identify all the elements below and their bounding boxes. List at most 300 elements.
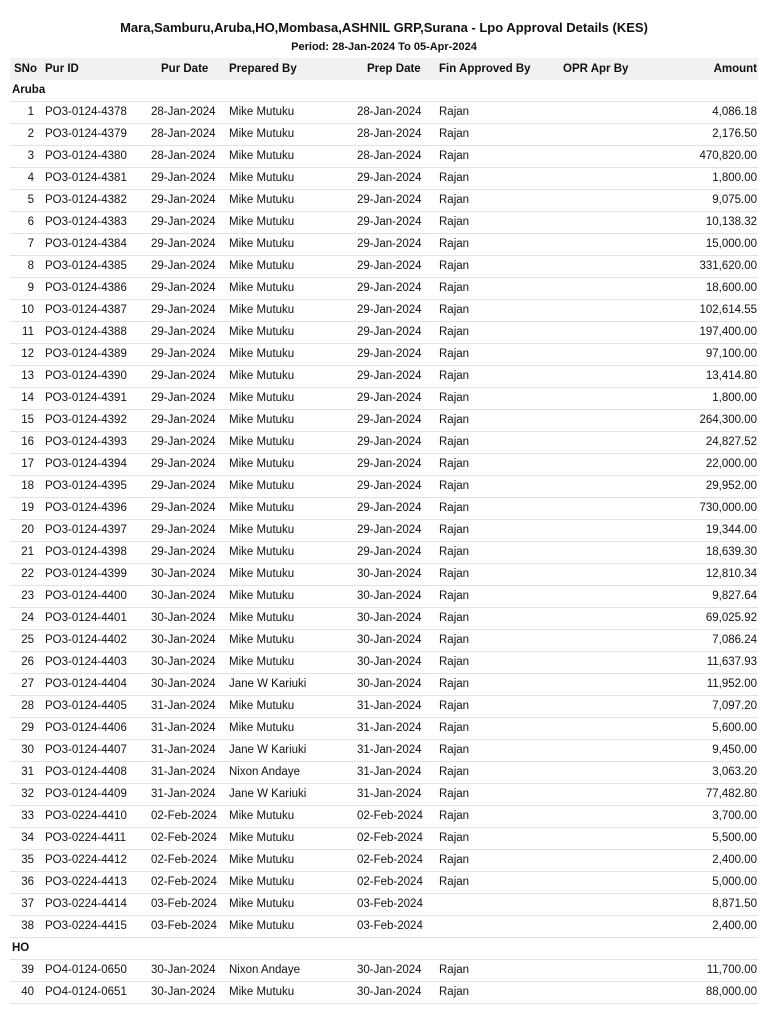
cell-sno: 3 <box>27 150 34 162</box>
table-row <box>10 190 758 212</box>
cell-amount: 331,620.00 <box>699 260 757 272</box>
cell-prep-date: 03-Feb-2024 <box>357 920 423 932</box>
cell-pur-id: PO3-0124-4400 <box>45 590 127 602</box>
cell-pur-date: 29-Jan-2024 <box>151 436 216 448</box>
cell-prepared-by: Mike Mutuku <box>229 458 295 470</box>
header-pur-date: Pur Date <box>161 63 209 75</box>
cell-pur-id: PO3-0124-4395 <box>45 480 127 492</box>
cell-opr-apr-by <box>549 410 650 431</box>
cell-prep-date: 02-Feb-2024 <box>357 832 423 844</box>
cell-prepared-by: Nixon Andaye <box>229 964 300 976</box>
cell-amount: 9,827.64 <box>712 590 757 602</box>
cell-pur-date: 30-Jan-2024 <box>151 568 216 580</box>
table-row <box>10 916 758 938</box>
cell-pur-date: 31-Jan-2024 <box>151 722 216 734</box>
cell-amount: 264,300.00 <box>699 414 757 426</box>
cell-fin-approved-by: Rajan <box>439 568 470 580</box>
cell-pur-date: 29-Jan-2024 <box>151 414 216 426</box>
cell-pur-date: 29-Jan-2024 <box>151 546 216 558</box>
cell-amount: 470,820.00 <box>699 150 757 162</box>
cell-pur-date: 30-Jan-2024 <box>151 986 216 998</box>
cell-opr-apr-by <box>549 586 650 607</box>
cell-amount: 12,810.34 <box>705 568 757 580</box>
cell-pur-date: 31-Jan-2024 <box>151 788 216 800</box>
cell-sno: 24 <box>21 612 34 624</box>
cell-sno: 5 <box>27 194 34 206</box>
cell-pur-id: PO3-0224-4415 <box>45 920 127 932</box>
cell-pur-id: PO3-0124-4401 <box>45 612 127 624</box>
cell-opr-apr-by <box>549 234 650 255</box>
table-row <box>10 696 758 718</box>
cell-pur-id: PO3-0224-4410 <box>45 810 127 822</box>
cell-pur-id: PO3-0124-4378 <box>45 106 127 118</box>
cell-prepared-by: Mike Mutuku <box>229 150 295 162</box>
cell-opr-apr-by <box>549 454 650 475</box>
cell-amount: 18,600.00 <box>705 282 757 294</box>
cell-amount: 3,063.20 <box>712 766 757 778</box>
cell-sno: 38 <box>21 920 34 932</box>
cell-opr-apr-by <box>549 388 650 409</box>
cell-pur-id: PO3-0124-4382 <box>45 194 127 206</box>
cell-sno: 14 <box>21 392 34 404</box>
cell-fin-approved-by: Rajan <box>439 964 470 976</box>
cell-amount: 9,075.00 <box>712 194 757 206</box>
cell-fin-approved-by: Rajan <box>439 634 470 646</box>
cell-pur-date: 29-Jan-2024 <box>151 216 216 228</box>
cell-sno: 13 <box>21 370 34 382</box>
cell-amount: 7,086.24 <box>712 634 757 646</box>
cell-prepared-by: Mike Mutuku <box>229 216 295 228</box>
cell-amount: 8,871.50 <box>712 898 757 910</box>
cell-pur-date: 02-Feb-2024 <box>151 876 217 888</box>
cell-opr-apr-by <box>549 850 650 871</box>
cell-prep-date: 30-Jan-2024 <box>357 678 422 690</box>
cell-fin-approved-by: Rajan <box>439 766 470 778</box>
cell-fin-approved-by: Rajan <box>439 788 470 800</box>
cell-prepared-by: Mike Mutuku <box>229 612 295 624</box>
cell-sno: 31 <box>21 766 34 778</box>
cell-prepared-by: Mike Mutuku <box>229 656 295 668</box>
cell-fin-approved-by: Rajan <box>439 282 470 294</box>
cell-pur-id: PO3-0124-4408 <box>45 766 127 778</box>
cell-pur-date: 29-Jan-2024 <box>151 260 216 272</box>
cell-sno: 34 <box>21 832 34 844</box>
cell-opr-apr-by <box>549 168 650 189</box>
group-header: HO <box>10 938 758 960</box>
cell-pur-id: PO3-0224-4412 <box>45 854 127 866</box>
table-row <box>10 256 758 278</box>
cell-sno: 7 <box>27 238 34 250</box>
cell-pur-date: 28-Jan-2024 <box>151 150 216 162</box>
cell-fin-approved-by: Rajan <box>439 986 470 998</box>
cell-opr-apr-by <box>549 916 650 937</box>
cell-pur-id: PO4-0124-0650 <box>45 964 127 976</box>
cell-prepared-by: Mike Mutuku <box>229 502 295 514</box>
cell-sno: 39 <box>21 964 34 976</box>
cell-sno: 32 <box>21 788 34 800</box>
cell-opr-apr-by <box>549 718 650 739</box>
cell-opr-apr-by <box>549 344 650 365</box>
cell-sno: 19 <box>21 502 34 514</box>
cell-sno: 16 <box>21 436 34 448</box>
cell-prepared-by: Mike Mutuku <box>229 106 295 118</box>
cell-opr-apr-by <box>549 278 650 299</box>
cell-pur-date: 31-Jan-2024 <box>151 766 216 778</box>
cell-prep-date: 29-Jan-2024 <box>357 414 422 426</box>
cell-fin-approved-by: Rajan <box>439 590 470 602</box>
cell-sno: 20 <box>21 524 34 536</box>
cell-prep-date: 29-Jan-2024 <box>357 282 422 294</box>
cell-fin-approved-by: Rajan <box>439 128 470 140</box>
cell-pur-id: PO3-0124-4392 <box>45 414 127 426</box>
cell-amount: 11,637.93 <box>706 656 757 668</box>
cell-prep-date: 29-Jan-2024 <box>357 370 422 382</box>
table-row <box>10 410 758 432</box>
cell-fin-approved-by: Rajan <box>439 480 470 492</box>
cell-pur-date: 29-Jan-2024 <box>151 304 216 316</box>
cell-prepared-by: Mike Mutuku <box>229 920 295 932</box>
cell-pur-id: PO3-0124-4397 <box>45 524 127 536</box>
cell-prep-date: 31-Jan-2024 <box>357 700 422 712</box>
cell-pur-id: PO3-0124-4390 <box>45 370 127 382</box>
cell-prep-date: 29-Jan-2024 <box>357 304 422 316</box>
cell-pur-date: 02-Feb-2024 <box>151 854 217 866</box>
table-row <box>10 388 758 410</box>
cell-prepared-by: Mike Mutuku <box>229 546 295 558</box>
cell-sno: 17 <box>21 458 34 470</box>
cell-amount: 102,614.55 <box>699 304 757 316</box>
cell-prepared-by: Mike Mutuku <box>229 304 295 316</box>
cell-fin-approved-by: Rajan <box>439 722 470 734</box>
cell-prepared-by: Mike Mutuku <box>229 172 295 184</box>
cell-opr-apr-by <box>549 872 650 893</box>
cell-pur-date: 29-Jan-2024 <box>151 348 216 360</box>
cell-amount: 77,482.80 <box>705 788 757 800</box>
cell-opr-apr-by <box>549 960 650 981</box>
cell-prep-date: 02-Feb-2024 <box>357 876 423 888</box>
cell-pur-date: 03-Feb-2024 <box>151 898 217 910</box>
cell-amount: 19,344.00 <box>705 524 757 536</box>
table-row <box>10 652 758 674</box>
cell-pur-id: PO3-0124-4402 <box>45 634 127 646</box>
table-row <box>10 542 758 564</box>
cell-opr-apr-by <box>549 212 650 233</box>
cell-pur-date: 29-Jan-2024 <box>151 392 216 404</box>
cell-pur-id: PO3-0124-4403 <box>45 656 127 668</box>
cell-opr-apr-by <box>549 366 650 387</box>
cell-prep-date: 30-Jan-2024 <box>357 964 422 976</box>
cell-pur-date: 29-Jan-2024 <box>151 480 216 492</box>
table-row <box>10 762 758 784</box>
cell-prepared-by: Mike Mutuku <box>229 194 295 206</box>
cell-amount: 197,400.00 <box>699 326 757 338</box>
cell-pur-id: PO3-0124-4388 <box>45 326 127 338</box>
cell-amount: 88,000.00 <box>705 986 757 998</box>
cell-pur-id: PO3-0124-4396 <box>45 502 127 514</box>
cell-opr-apr-by <box>549 256 650 277</box>
cell-prepared-by: Mike Mutuku <box>229 370 295 382</box>
cell-pur-id: PO3-0124-4379 <box>45 128 127 140</box>
cell-prepared-by: Mike Mutuku <box>229 810 295 822</box>
cell-opr-apr-by <box>549 322 650 343</box>
cell-prep-date: 29-Jan-2024 <box>357 326 422 338</box>
cell-sno: 18 <box>21 480 34 492</box>
cell-sno: 21 <box>21 546 34 558</box>
cell-opr-apr-by <box>549 806 650 827</box>
header-prep-date: Prep Date <box>367 63 421 75</box>
cell-fin-approved-by: Rajan <box>439 436 470 448</box>
cell-prepared-by: Mike Mutuku <box>229 898 295 910</box>
cell-amount: 29,952.00 <box>705 480 757 492</box>
cell-opr-apr-by <box>549 674 650 695</box>
cell-pur-id: PO3-0124-4391 <box>45 392 127 404</box>
cell-fin-approved-by: Rajan <box>439 370 470 382</box>
cell-prepared-by: Mike Mutuku <box>229 436 295 448</box>
cell-prep-date: 31-Jan-2024 <box>357 788 422 800</box>
cell-amount: 5,500.00 <box>712 832 757 844</box>
cell-pur-id: PO3-0124-4393 <box>45 436 127 448</box>
cell-prep-date: 30-Jan-2024 <box>357 568 422 580</box>
cell-sno: 30 <box>21 744 34 756</box>
cell-opr-apr-by <box>549 476 650 497</box>
cell-sno: 2 <box>27 128 34 140</box>
table-row <box>10 564 758 586</box>
cell-pur-id: PO3-0124-4386 <box>45 282 127 294</box>
cell-sno: 33 <box>21 810 34 822</box>
table-row <box>10 872 758 894</box>
cell-prepared-by: Mike Mutuku <box>229 854 295 866</box>
cell-sno: 40 <box>21 986 34 998</box>
cell-prep-date: 30-Jan-2024 <box>357 590 422 602</box>
cell-amount: 97,100.00 <box>705 348 757 360</box>
cell-fin-approved-by <box>428 894 549 915</box>
cell-prep-date: 30-Jan-2024 <box>357 612 422 624</box>
cell-pur-date: 30-Jan-2024 <box>151 612 216 624</box>
cell-pur-date: 31-Jan-2024 <box>151 744 216 756</box>
cell-fin-approved-by: Rajan <box>439 106 470 118</box>
table-row <box>10 476 758 498</box>
cell-prep-date: 29-Jan-2024 <box>357 348 422 360</box>
cell-pur-date: 02-Feb-2024 <box>151 810 217 822</box>
cell-sno: 1 <box>27 106 34 118</box>
cell-pur-date: 30-Jan-2024 <box>151 964 216 976</box>
cell-prepared-by: Mike Mutuku <box>229 480 295 492</box>
cell-opr-apr-by <box>549 608 650 629</box>
table-row <box>10 806 758 828</box>
cell-fin-approved-by: Rajan <box>439 326 470 338</box>
cell-fin-approved-by: Rajan <box>439 414 470 426</box>
cell-opr-apr-by <box>549 652 650 673</box>
cell-opr-apr-by <box>549 498 650 519</box>
cell-fin-approved-by: Rajan <box>439 348 470 360</box>
table-body <box>10 80 758 1004</box>
cell-opr-apr-by <box>549 828 650 849</box>
cell-opr-apr-by <box>549 982 650 1003</box>
cell-prep-date: 31-Jan-2024 <box>357 722 422 734</box>
cell-sno: 10 <box>21 304 34 316</box>
cell-opr-apr-by <box>549 564 650 585</box>
cell-prep-date: 02-Feb-2024 <box>357 854 423 866</box>
cell-prepared-by: Mike Mutuku <box>229 986 295 998</box>
cell-amount: 7,097.20 <box>712 700 757 712</box>
cell-amount: 2,176.50 <box>712 128 757 140</box>
cell-pur-date: 30-Jan-2024 <box>151 656 216 668</box>
cell-opr-apr-by <box>549 102 650 123</box>
cell-prep-date: 28-Jan-2024 <box>357 150 422 162</box>
header-opr-apr-by: OPR Apr By <box>563 63 629 75</box>
cell-prepared-by: Mike Mutuku <box>229 238 295 250</box>
cell-pur-id: PO3-0124-4383 <box>45 216 127 228</box>
table-row <box>10 520 758 542</box>
cell-fin-approved-by: Rajan <box>439 854 470 866</box>
cell-amount: 2,400.00 <box>712 920 757 932</box>
table-row <box>10 124 758 146</box>
table-row <box>10 718 758 740</box>
cell-amount: 2,400.00 <box>712 854 757 866</box>
cell-pur-date: 29-Jan-2024 <box>151 502 216 514</box>
cell-prepared-by: Mike Mutuku <box>229 524 295 536</box>
cell-sno: 26 <box>21 656 34 668</box>
cell-prepared-by: Mike Mutuku <box>229 590 295 602</box>
cell-opr-apr-by <box>549 542 650 563</box>
cell-prep-date: 29-Jan-2024 <box>357 480 422 492</box>
cell-opr-apr-by <box>549 740 650 761</box>
cell-pur-id: PO3-0124-4407 <box>45 744 127 756</box>
cell-pur-date: 29-Jan-2024 <box>151 458 216 470</box>
cell-opr-apr-by <box>549 762 650 783</box>
cell-fin-approved-by: Rajan <box>439 458 470 470</box>
cell-prepared-by: Mike Mutuku <box>229 326 295 338</box>
cell-fin-approved-by: Rajan <box>439 524 470 536</box>
cell-pur-date: 29-Jan-2024 <box>151 172 216 184</box>
cell-amount: 15,000.00 <box>705 238 757 250</box>
cell-fin-approved-by: Rajan <box>439 700 470 712</box>
cell-opr-apr-by <box>549 520 650 541</box>
table-row <box>10 960 758 982</box>
cell-pur-id: PO3-0124-4380 <box>45 150 127 162</box>
cell-pur-id: PO3-0124-4389 <box>45 348 127 360</box>
cell-pur-id: PO3-0124-4404 <box>45 678 127 690</box>
cell-prep-date: 03-Feb-2024 <box>357 898 423 910</box>
cell-amount: 5,000.00 <box>712 876 757 888</box>
cell-pur-id: PO3-0224-4413 <box>45 876 127 888</box>
cell-fin-approved-by: Rajan <box>439 502 470 514</box>
cell-pur-id: PO3-0124-4398 <box>45 546 127 558</box>
cell-amount: 13,414.80 <box>705 370 757 382</box>
cell-opr-apr-by <box>549 784 650 805</box>
table-row <box>10 784 758 806</box>
cell-pur-date: 29-Jan-2024 <box>151 194 216 206</box>
cell-sno: 37 <box>21 898 34 910</box>
cell-pur-date: 03-Feb-2024 <box>151 920 217 932</box>
cell-pur-date: 29-Jan-2024 <box>151 326 216 338</box>
cell-fin-approved-by: Rajan <box>439 194 470 206</box>
cell-pur-id: PO3-0224-4411 <box>45 832 126 844</box>
cell-pur-id: PO3-0224-4414 <box>45 898 127 910</box>
cell-fin-approved-by: Rajan <box>439 216 470 228</box>
header-prepared-by: Prepared By <box>229 63 297 75</box>
cell-prep-date: 30-Jan-2024 <box>357 986 422 998</box>
cell-fin-approved-by: Rajan <box>439 150 470 162</box>
cell-sno: 9 <box>27 282 34 294</box>
cell-prepared-by: Jane W Kariuki <box>229 678 307 690</box>
cell-pur-date: 28-Jan-2024 <box>151 106 216 118</box>
header-amount: Amount <box>713 63 757 75</box>
cell-pur-id: PO3-0124-4385 <box>45 260 127 272</box>
header-sno: SNo <box>14 63 37 75</box>
cell-sno: 4 <box>27 172 34 184</box>
cell-sno: 23 <box>21 590 34 602</box>
cell-prep-date: 29-Jan-2024 <box>357 216 422 228</box>
cell-prepared-by: Mike Mutuku <box>229 260 295 272</box>
cell-fin-approved-by: Rajan <box>439 744 470 756</box>
report-period: Period: 28-Jan-2024 To 05-Apr-2024 <box>291 41 477 53</box>
cell-pur-id: PO3-0124-4399 <box>45 568 127 580</box>
cell-prepared-by: Mike Mutuku <box>229 128 295 140</box>
cell-fin-approved-by: Rajan <box>439 238 470 250</box>
table-row <box>10 344 758 366</box>
cell-prepared-by: Mike Mutuku <box>229 722 295 734</box>
table-row <box>10 674 758 696</box>
report-title: Mara,Samburu,Aruba,HO,Mombasa,ASHNIL GRP,Surana - Lpo Approval Details (KES) <box>120 20 648 35</box>
cell-opr-apr-by <box>549 190 650 211</box>
table-row <box>10 432 758 454</box>
cell-fin-approved-by: Rajan <box>439 656 470 668</box>
cell-pur-date: 31-Jan-2024 <box>151 700 216 712</box>
cell-amount: 10,138.32 <box>705 216 757 228</box>
cell-pur-id: PO3-0124-4381 <box>45 172 127 184</box>
table-row <box>10 300 758 322</box>
cell-amount: 24,827.52 <box>705 436 757 448</box>
table-row <box>10 850 758 872</box>
cell-pur-id: PO4-0124-0651 <box>45 986 127 998</box>
cell-prep-date: 30-Jan-2024 <box>357 656 422 668</box>
cell-pur-id: PO3-0124-4405 <box>45 700 127 712</box>
cell-fin-approved-by: Rajan <box>439 392 470 404</box>
cell-pur-date: 29-Jan-2024 <box>151 524 216 536</box>
cell-sno: 6 <box>27 216 34 228</box>
cell-prepared-by: Mike Mutuku <box>229 282 295 294</box>
table-row <box>10 740 758 762</box>
cell-prepared-by: Mike Mutuku <box>229 876 295 888</box>
cell-prepared-by: Mike Mutuku <box>229 568 295 580</box>
cell-prep-date: 02-Feb-2024 <box>357 810 423 822</box>
table-row <box>10 102 758 124</box>
cell-amount: 730,000.00 <box>699 502 757 514</box>
cell-sno: 25 <box>21 634 34 646</box>
cell-prep-date: 29-Jan-2024 <box>357 524 422 536</box>
cell-pur-id: PO3-0124-4384 <box>45 238 127 250</box>
cell-fin-approved-by <box>428 916 549 937</box>
header-pur-id: Pur ID <box>45 63 79 75</box>
cell-fin-approved-by: Rajan <box>439 678 470 690</box>
table-row <box>10 828 758 850</box>
cell-fin-approved-by: Rajan <box>439 546 470 558</box>
cell-pur-date: 02-Feb-2024 <box>151 832 217 844</box>
table-row <box>10 630 758 652</box>
cell-prep-date: 30-Jan-2024 <box>357 634 422 646</box>
table-row <box>10 278 758 300</box>
cell-prep-date: 29-Jan-2024 <box>357 172 422 184</box>
cell-fin-approved-by: Rajan <box>439 810 470 822</box>
cell-opr-apr-by <box>549 696 650 717</box>
cell-prep-date: 29-Jan-2024 <box>357 502 422 514</box>
table-row <box>10 322 758 344</box>
cell-prepared-by: Mike Mutuku <box>229 832 295 844</box>
cell-sno: 15 <box>21 414 34 426</box>
cell-prep-date: 29-Jan-2024 <box>357 436 422 448</box>
table-row <box>10 586 758 608</box>
